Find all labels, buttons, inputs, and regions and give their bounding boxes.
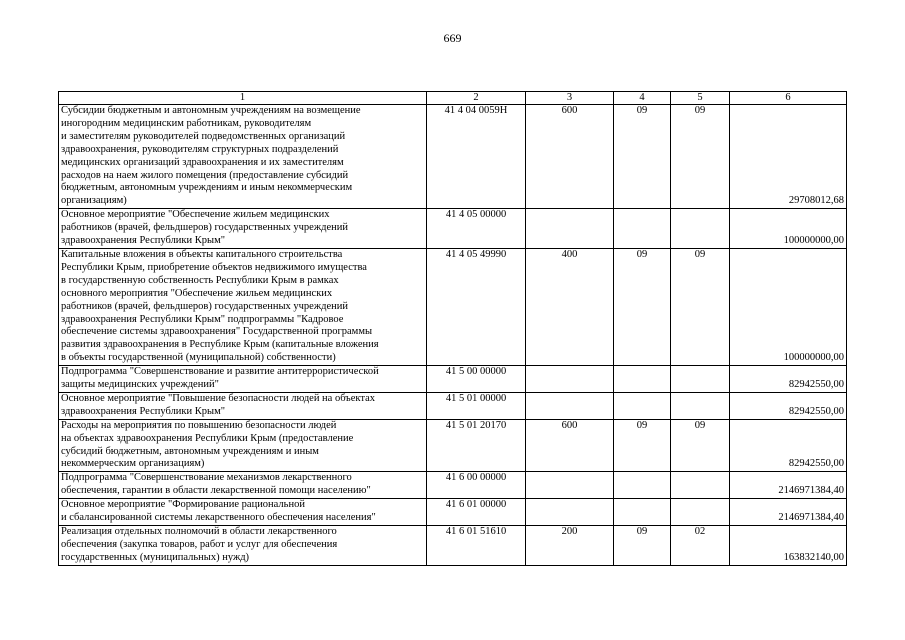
row-col4-cell [614,366,671,393]
row-col4-cell: 09 [614,105,671,209]
row-col5-cell: 09 [671,105,730,209]
row-amount-cell: 29708012,68 [730,105,847,209]
table-row [59,366,847,393]
page-number: 669 [443,31,462,45]
row-col3-cell [526,209,614,249]
row-name-line: некоммерческим организациям) [61,458,205,470]
row-code-cell: 41 6 01 51610 [427,526,526,566]
row-name-line: государственных (муниципальных) нужд) [61,551,250,563]
row-code-cell: 41 4 05 49990 [427,248,526,365]
row-name-line: и заместителям руководителей подведомственных организаций [61,130,346,142]
row-col4-cell: 09 [614,248,671,365]
row-amount-cell: 82942550,00 [730,392,847,419]
row-name-line: Капитальные вложения в объекты капитального строительства [61,248,343,260]
table-row [59,499,847,526]
row-name-cell [59,419,427,472]
table-row [59,105,847,209]
row-code-cell: 41 5 01 20170 [427,419,526,472]
row-col3-cell [526,392,614,419]
row-name-cell [59,526,427,566]
row-name-cell [59,248,427,365]
row-col4-cell: 09 [614,526,671,566]
row-col5-cell [671,209,730,249]
row-name-line: развития здравоохранения в Республике Крым (капитальные вложения [61,339,379,351]
row-col5-cell: 09 [671,419,730,472]
row-name-cell [59,366,427,393]
row-name-line: Основное мероприятие "Обеспечение жильем медицинских [61,209,330,221]
row-name-line: здравоохранения, руководителям структурных подразделений [61,143,339,155]
row-name-cell [59,392,427,419]
row-col5-cell [671,392,730,419]
row-amount-cell: 100000000,00 [730,248,847,365]
row-col3-cell: 200 [526,526,614,566]
row-name-line: защиты медицинских учреждений" [61,379,219,391]
row-name-line: работников (врачей, фельдшеров) государственных учреждений [61,222,348,234]
row-col5-cell [671,499,730,526]
row-name-cell [59,209,427,249]
row-name-line: и сбалансированной системы лекарственного обеспечения населения" [61,512,376,524]
row-col4-cell [614,472,671,499]
table-row [59,248,847,365]
row-name-line: основного мероприятия "Обеспечение жильем медицинских [61,287,333,299]
row-name-line: Расходы на мероприятия по повышению безопасности людей [61,419,337,431]
row-col5-cell: 02 [671,526,730,566]
row-amount-cell: 82942550,00 [730,419,847,472]
header-cell-3: 3 [526,92,614,105]
row-col3-cell: 600 [526,419,614,472]
row-name-line: Основное мероприятие "Повышение безопасности людей на объектах [61,392,375,404]
row-name-cell [59,472,427,499]
row-col3-cell [526,366,614,393]
header-cell-5: 5 [671,92,730,105]
row-col3-cell: 400 [526,248,614,365]
row-amount-cell: 100000000,00 [730,209,847,249]
table-row [59,419,847,472]
table-row [59,526,847,566]
table-row [59,392,847,419]
row-code-cell: 41 5 01 00000 [427,392,526,419]
row-name-line: обеспечения, гарантии в области лекарственной помощи населению" [61,485,371,497]
table-row [59,472,847,499]
row-name-line: здравоохранения Республики Крым" подпрограммы "Кадровое [61,313,344,325]
row-name-line: Субсидии бюджетным и автономным учреждениям на возмещение [61,105,361,116]
table-header-row [59,92,847,105]
row-col4-cell [614,209,671,249]
row-code-cell: 41 5 00 00000 [427,366,526,393]
row-name-line: в объекты государственной (муниципальной) собственности) [61,352,336,364]
row-col3-cell [526,472,614,499]
row-name-line: субсидий бюджетным, автономным учреждениям и иным [61,445,319,457]
row-name-line: обеспечения (закупка товаров, работ и услуг для обеспечения [61,538,338,550]
row-name-line: Основное мероприятие "Формирование рациональной [61,499,305,511]
row-name-line: иногородним медицинским работникам, руководителям [61,117,312,129]
row-col4-cell [614,499,671,526]
header-cell-1: 1 [59,92,427,105]
row-name-line: организациям) [61,195,127,207]
row-name-line: Подпрограмма "Совершенствование механизмов лекарственного [61,472,352,484]
row-code-cell: 41 6 01 00000 [427,499,526,526]
row-name-cell [59,499,427,526]
header-cell-2: 2 [427,92,526,105]
row-col5-cell [671,366,730,393]
row-amount-cell: 82942550,00 [730,366,847,393]
row-name-line: в государственную собственность Республики Крым в рамках [61,274,339,286]
budget-table [58,91,847,566]
row-col5-cell [671,472,730,499]
table-row [59,209,847,249]
row-col5-cell: 09 [671,248,730,365]
header-cell-6: 6 [730,92,847,105]
row-name-line: работников (врачей, фельдшеров) государственных учреждений [61,300,348,312]
row-col3-cell: 600 [526,105,614,209]
row-name-line: на объектах здравоохранения Республики Крым (предоставление [61,432,354,444]
row-name-line: расходов на наем жилого помещения (предоставление субсидий [61,169,349,181]
row-col4-cell: 09 [614,419,671,472]
row-name-line: Реализация отдельных полномочий в области лекарственного [61,526,337,537]
row-code-cell: 41 4 05 00000 [427,209,526,249]
header-cell-4: 4 [614,92,671,105]
row-col4-cell [614,392,671,419]
row-amount-cell: 2146971384,40 [730,472,847,499]
row-code-cell: 41 6 00 00000 [427,472,526,499]
row-code-cell: 41 4 04 0059Н [427,105,526,209]
row-name-line: Республики Крым, приобретение объектов недвижимого имущества [61,261,367,273]
row-amount-cell: 163832140,00 [730,526,847,566]
row-name-cell [59,105,427,209]
row-name-line: бюджетным, автономным учреждениям и иным некоммерческим [61,182,353,194]
row-name-line: здравоохранения Республики Крым" [61,405,226,417]
row-name-line: обеспечение системы здравоохранения" Государственной программы [61,326,373,338]
row-amount-cell: 2146971384,40 [730,499,847,526]
row-name-line: Подпрограмма "Совершенствование и развитие антитеррористической [61,366,379,378]
row-name-line: здравоохранения Республики Крым" [61,235,226,247]
row-name-line: медицинских организаций здравоохранения и их заместителям [61,156,344,168]
row-col3-cell [526,499,614,526]
